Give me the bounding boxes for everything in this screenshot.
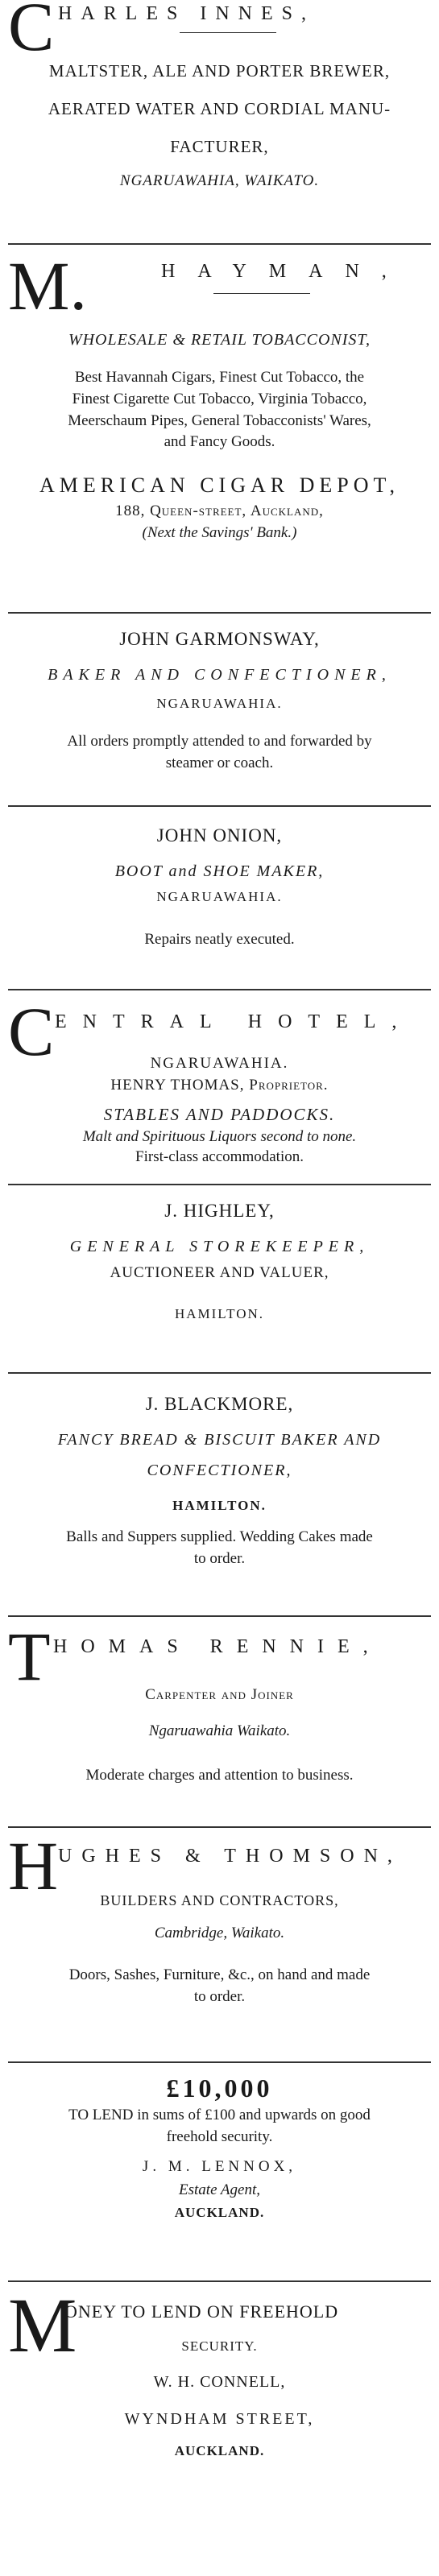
advertiser-name: J. M. LENNOX, [142,2157,297,2175]
advertiser-name: J. HIGHLEY, [164,1201,275,1221]
location-line: HAMILTON. [172,1497,267,1513]
ad-hayman [8,247,431,543]
advertiser-name: JOHN GARMONSWAY, [119,629,320,649]
ad-j-highley [8,1200,431,1323]
advertiser-title: UGHES & THOMSON, [58,1846,402,1867]
location-line: Cambridge, Waikato. [154,1924,285,1941]
body-line: TO LEND in sums of £100 and upwards on good [68,2107,371,2124]
title-continuation: SECURITY. [181,2338,258,2354]
body-line: to order. [193,1549,246,1567]
drop-cap-initial: M [8,2282,77,2368]
drop-cap-initial: C [8,0,55,65]
trade-line: WHOLESALE & RETAIL TOBACCONIST, [68,331,371,349]
body-line: All orders promptly attended to and forwarded by [67,732,372,750]
accommodation-line: First-class accommodation. [135,1147,304,1165]
body-line: Finest Cigarette Cut Tobacco, Virginia Tobacco, [72,390,367,407]
location-line: NGARUAWAHIA. [156,888,283,904]
location-line: AUCKLAND. [174,2204,265,2220]
advertiser-title: HOMAS RENNIE, [53,1636,382,1657]
body-line: Moderate charges and attention to business. [85,1766,354,1784]
drop-cap-initial: T [8,1618,51,1695]
liquors-line: Malt and Spirituous Liquors second to none. [82,1127,357,1145]
role-line: Estate Agent, [179,2181,260,2198]
trade-line: AUCTIONEER AND VALUER, [110,1263,329,1281]
depot-title: AMERICAN CIGAR DEPOT, [39,473,400,498]
advertiser-name: JOHN ONION, [156,825,283,846]
location-line: AUCKLAND. [174,2443,265,2459]
body-line: steamer or coach. [165,754,274,771]
ad-j-blackmore [8,1393,431,1569]
trade-line: FACTURER, [170,137,269,157]
body-line: Best Havannah Cigars, Finest Cut Tobacco, the [74,369,365,386]
divider [8,1184,431,1185]
ad-central-hotel [8,993,431,1166]
ad-thomas-rennie [8,1618,431,1784]
drop-cap-initial: C [8,993,55,1070]
ad-garmonsway [8,628,431,773]
location-line: Ngaruawahia Waikato. [148,1722,291,1739]
trade-line: Carpenter and Joiner [145,1686,294,1703]
advertiser-title: HAYMAN, [161,261,409,282]
address-line: 188, Queen-street, Auckland, [115,502,324,520]
title-rule [213,293,310,294]
trade-line: AERATED WATER AND CORDIAL MANU- [48,99,391,119]
trade-line: CONFECTIONER, [147,1461,292,1479]
stables-line: STABLES AND PADDOCKS. [103,1104,336,1124]
location-line: NGARUAWAHIA, WAIKATO. [119,172,320,189]
ad-hughes-thomson [8,1827,431,2007]
advertiser-title: HARLES INNES, [58,3,316,24]
divider [8,1615,431,1617]
location-line: NGARUAWAHIA. [150,1055,289,1072]
body-line: freehold security. [166,2128,273,2146]
body-line: to order. [193,1988,246,2006]
location-line: HAMILTON. [174,1306,265,1322]
proprietor-line: HENRY THOMAS, Proprietor. [110,1076,329,1094]
address-note: (Next the Savings' Bank.) [142,524,297,542]
ad-charles-innes [8,0,431,190]
drop-cap-initial: H [8,1827,59,1904]
loan-amount: £10,000 [166,2074,273,2103]
advertiser-name: J. BLACKMORE, [145,1394,294,1414]
trade-line: BAKER AND CONFECTIONER, [48,665,391,684]
location-line: NGARUAWAHIA. [156,695,283,711]
divider [8,805,431,807]
body-line: Repairs neatly executed. [144,930,295,948]
trade-line: FANCY BREAD & BISCUIT BAKER AND [57,1430,382,1449]
trade-line: BOOT and SHOE MAKER, [114,862,325,880]
divider [8,612,431,614]
divider [8,243,431,245]
advertiser-title: ONEY TO LEND ON FREEHOLD [64,2301,339,2322]
body-line: Doors, Sashes, Furniture, &c., on hand and made [68,1966,371,1984]
divider [8,2061,431,2063]
street-line: WYNDHAM STREET, [124,2410,315,2429]
trade-line: GENERAL STOREKEEPER, [69,1237,370,1255]
title-rule [180,32,276,33]
body-line: Meerschaum Pipes, General Tobacconists' Wares, [68,411,371,429]
body-line: Balls and Suppers supplied. Wedding Cakes made [66,1528,373,1545]
advertiser-title: ENTRAL HOTEL, [55,1011,413,1032]
trade-line: BUILDERS AND CONTRACTORS, [100,1892,339,1908]
ad-lennox [8,2073,431,2221]
body-line: and Fancy Goods. [164,433,275,451]
ad-connell [8,2282,431,2460]
divider [8,1826,431,1828]
divider [8,1372,431,1374]
ad-john-onion [8,825,431,949]
drop-cap-initial: M. [8,247,87,325]
divider [8,989,431,990]
trade-line: MALTSTER, ALE AND PORTER BREWER, [48,61,391,81]
advertiser-name: W. H. CONNELL, [153,2373,286,2392]
